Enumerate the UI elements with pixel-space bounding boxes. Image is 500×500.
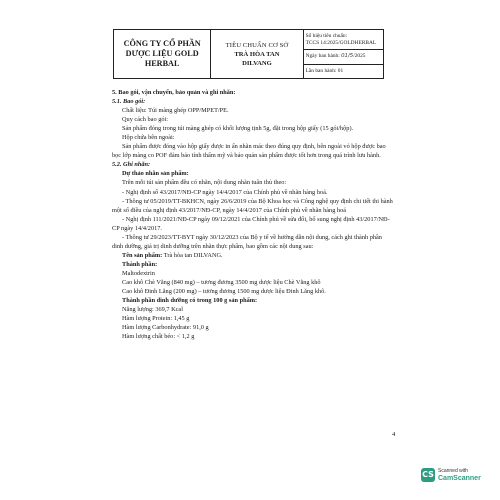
document-body — [112, 88, 394, 341]
revision-number: Lần ban hành: 01 — [305, 67, 344, 74]
list-item: - Thông tư 29/2023/TT-BYT ngày 30/12/2023 của Bộ y tế về hướng dẫn nội dung, cách ghi thành phần dinh dưỡng, giá trị dinh dưỡng trên nhãn thực phẩm, bao gồm các nội dung sau: — [112, 233, 382, 250]
document-header-table — [113, 29, 384, 79]
nutrition-item: Hàm lượng Protein: 1,45 g — [122, 315, 190, 323]
handwritten-date: 01/5 — [341, 53, 354, 60]
nutrition-item: Hàm lượng Carbonhydrate: 91,0 g — [122, 324, 209, 332]
nutrition-item: Năng lượng: 369,7 Kcal — [122, 306, 183, 314]
camscanner-logo-icon: CS — [421, 468, 435, 482]
subsection-heading: 5.1. Bao gói: — [112, 98, 146, 106]
company-name: CÔNG TY CỔ PHẦN DƯỢC LIỆU GOLD HERBAL — [114, 30, 211, 78]
list-item: - Thông tư 05/2019/TT-BKHCN, ngày 26/6/2019 của Bộ Khoa học và Công nghệ quy định chi tiết thi hành một số điều của nghị định 43/2017/NĐ-CP, ngày 14/4/2017 của Chính phủ về nhãn hàng hoá — [112, 197, 393, 214]
standard-title: TIÊU CHUẨN CƠ SỞ TRÀ HÒA TAN DILVANG — [211, 30, 303, 78]
paragraph: Quy cách bao gói: — [122, 116, 168, 124]
section-heading: 5. Bao gói, vận chuyển, bảo quản và ghi nhãn: — [112, 89, 236, 96]
product-name-line: Tên sản phẩm: Trà hòa tan DILVANG. — [122, 251, 223, 259]
nutrition-heading: Thành phần dinh dưỡng có trong 100 g sản phẩm: — [122, 297, 258, 305]
paragraph: Hộp chứa bên ngoài: — [122, 134, 175, 142]
label-heading: Dự thảo nhãn sản phẩm: — [122, 170, 189, 178]
camscanner-watermark: CS Scanned with CamScanner — [422, 468, 481, 482]
ingredient-item: Cao khô Đinh Lăng (200 mg) – tương đương 1500 mg dược liệu Đinh Lăng khô. — [122, 288, 326, 296]
paragraph: Chất liệu: Túi màng ghép OPP/MPET/PE. — [122, 107, 229, 115]
paragraph: Trên mỗi túi sản phẩm đều có nhãn, nội dung nhãn tuân thủ theo: — [122, 179, 287, 187]
list-item: - Nghị định số 43/2017/NĐ-CP ngày 14/4/2017 của Chính phủ về nhãn hàng hoá. — [122, 188, 328, 196]
subsection-heading: 5.2. Ghi nhãn: — [112, 161, 151, 169]
ingredients-heading: Thành phần: — [122, 260, 158, 268]
issue-date: Ngày ban hành: 01/5 /2025 — [304, 50, 383, 64]
paragraph: Sản phẩm được đóng vào hộp giấy được in ấn nhãn mác theo đúng quy định, bên ngoài vỏ hộp được bao bọc lớp màng co POF đảm bảo tính thẩm mỹ và bảo quản sản phẩm được tốt hơn trong quá trình lưu hành. — [112, 143, 386, 160]
ingredient-item: Cao khô Chè Vằng (840 mg) – tương đương 3500 mg dược liệu Chè Vằng khô — [122, 278, 321, 286]
ingredient-item: Maltodextrin — [122, 269, 155, 277]
document-info — [304, 30, 383, 78]
page-number: 4 — [392, 431, 396, 438]
nutrition-item: Hàm lượng chất béo: < 1,2 g — [122, 333, 195, 341]
list-item: - Nghị định 111/2021/NĐ-CP ngày 09/12/2021 của Chính phủ về sửa đổi, bổ sung nghị định 43/2017/NĐ-CP ngày 14/4/2017. — [112, 215, 390, 232]
doc-code: Số hiệu tiêu chuẩn: TCCS 14:2025/GOLDHERBAL — [304, 30, 383, 50]
paragraph: Sản phẩm đóng trong túi màng ghép có khối lượng tịnh 5g, đặt trong hộp giấy (15 gói/hộp). — [122, 125, 354, 133]
